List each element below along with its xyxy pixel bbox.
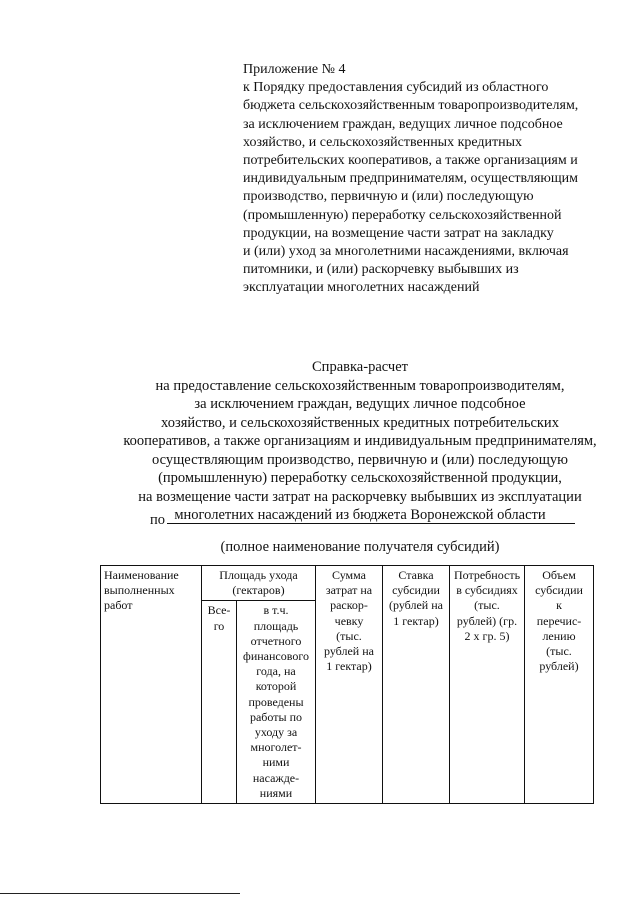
calculation-table — [100, 565, 594, 804]
appendix-line: потребительских кооперативов, а также организациям и — [243, 153, 578, 169]
title-line: хозяйство, и сельскохозяйственных кредитных потребительских — [161, 414, 559, 431]
header-area-current-year: в т.ч. площадь отчетного финансового года, на которой проведены работы по уходу за многолет- ними насажде- ниями — [237, 601, 316, 804]
recipient-label: по — [150, 512, 166, 528]
appendix-line: (промышленную) переработку сельскохозяйственной — [243, 207, 562, 223]
title-line: многолетних насаждений из бюджета Воронежской области — [174, 507, 546, 523]
title-line: кооперативов, а также организациям и индивидуальным предпринимателям, — [123, 433, 597, 449]
header-area-total: Все- го — [202, 601, 237, 804]
footer-divider — [0, 893, 240, 894]
appendix-line: к Порядку предоставления субсидий из областного — [243, 80, 549, 96]
appendix-line: за исключением граждан, ведущих личное подсобное — [243, 116, 563, 132]
table-header-row — [101, 566, 594, 601]
header-costs: Сумма затрат на раскор- чевку (тыс. рублей на 1 гектар) — [316, 566, 383, 804]
recipient-caption: (полное наименование получателя субсидий) — [220, 539, 500, 555]
recipient-line — [150, 511, 580, 529]
appendix-line: бюджета сельскохозяйственным товаропроизводителям, — [243, 98, 579, 114]
header-volume: Объем субсидии к перечис- лению (тыс. рублей) — [525, 566, 594, 804]
recipient-fill-line — [167, 511, 575, 524]
title-line: за исключением граждан, ведущих личное подсобное — [194, 396, 526, 412]
header-rate: Ставка субсидии (рублей на 1 гектар) — [383, 566, 450, 804]
header-need: Потребность в субсидиях (тыс. рублей) (гр. 2 х гр. 5) — [450, 566, 525, 804]
title-line: (промышленную) переработку сельскохозяйственной продукции, — [158, 470, 562, 486]
appendix-line: производство, первичную и (или) последующую — [243, 189, 534, 205]
header-works: Наименование выполненных работ — [101, 566, 202, 804]
appendix-header — [243, 61, 623, 298]
title-line: на возмещение части затрат на раскорчевку выбывших из эксплуатации — [138, 488, 582, 505]
appendix-line: и (или) уход за многолетними насаждениями, включая — [243, 244, 569, 260]
title-line: осуществляющим производство, первичную и (или) последующую — [152, 451, 568, 468]
title-line: Справка-расчет — [312, 359, 408, 375]
appendix-line: Приложение № 4 — [243, 62, 346, 77]
appendix-line: продукции, на возмещение части затрат на закладку — [243, 225, 554, 241]
appendix-line: питомники, и (или) раскорчевку выбывших из — [243, 262, 519, 278]
document-title — [100, 358, 620, 525]
title-line: на предоставление сельскохозяйственным товаропроизводителям, — [155, 377, 565, 394]
appendix-line: эксплуатации многолетних насаждений — [243, 280, 480, 296]
appendix-line: индивидуальным предпринимателям, осуществляющим — [243, 171, 578, 187]
header-area: Площадь ухода (гектаров) — [202, 566, 316, 601]
appendix-line: хозяйство, и сельскохозяйственных кредитных — [243, 134, 523, 150]
